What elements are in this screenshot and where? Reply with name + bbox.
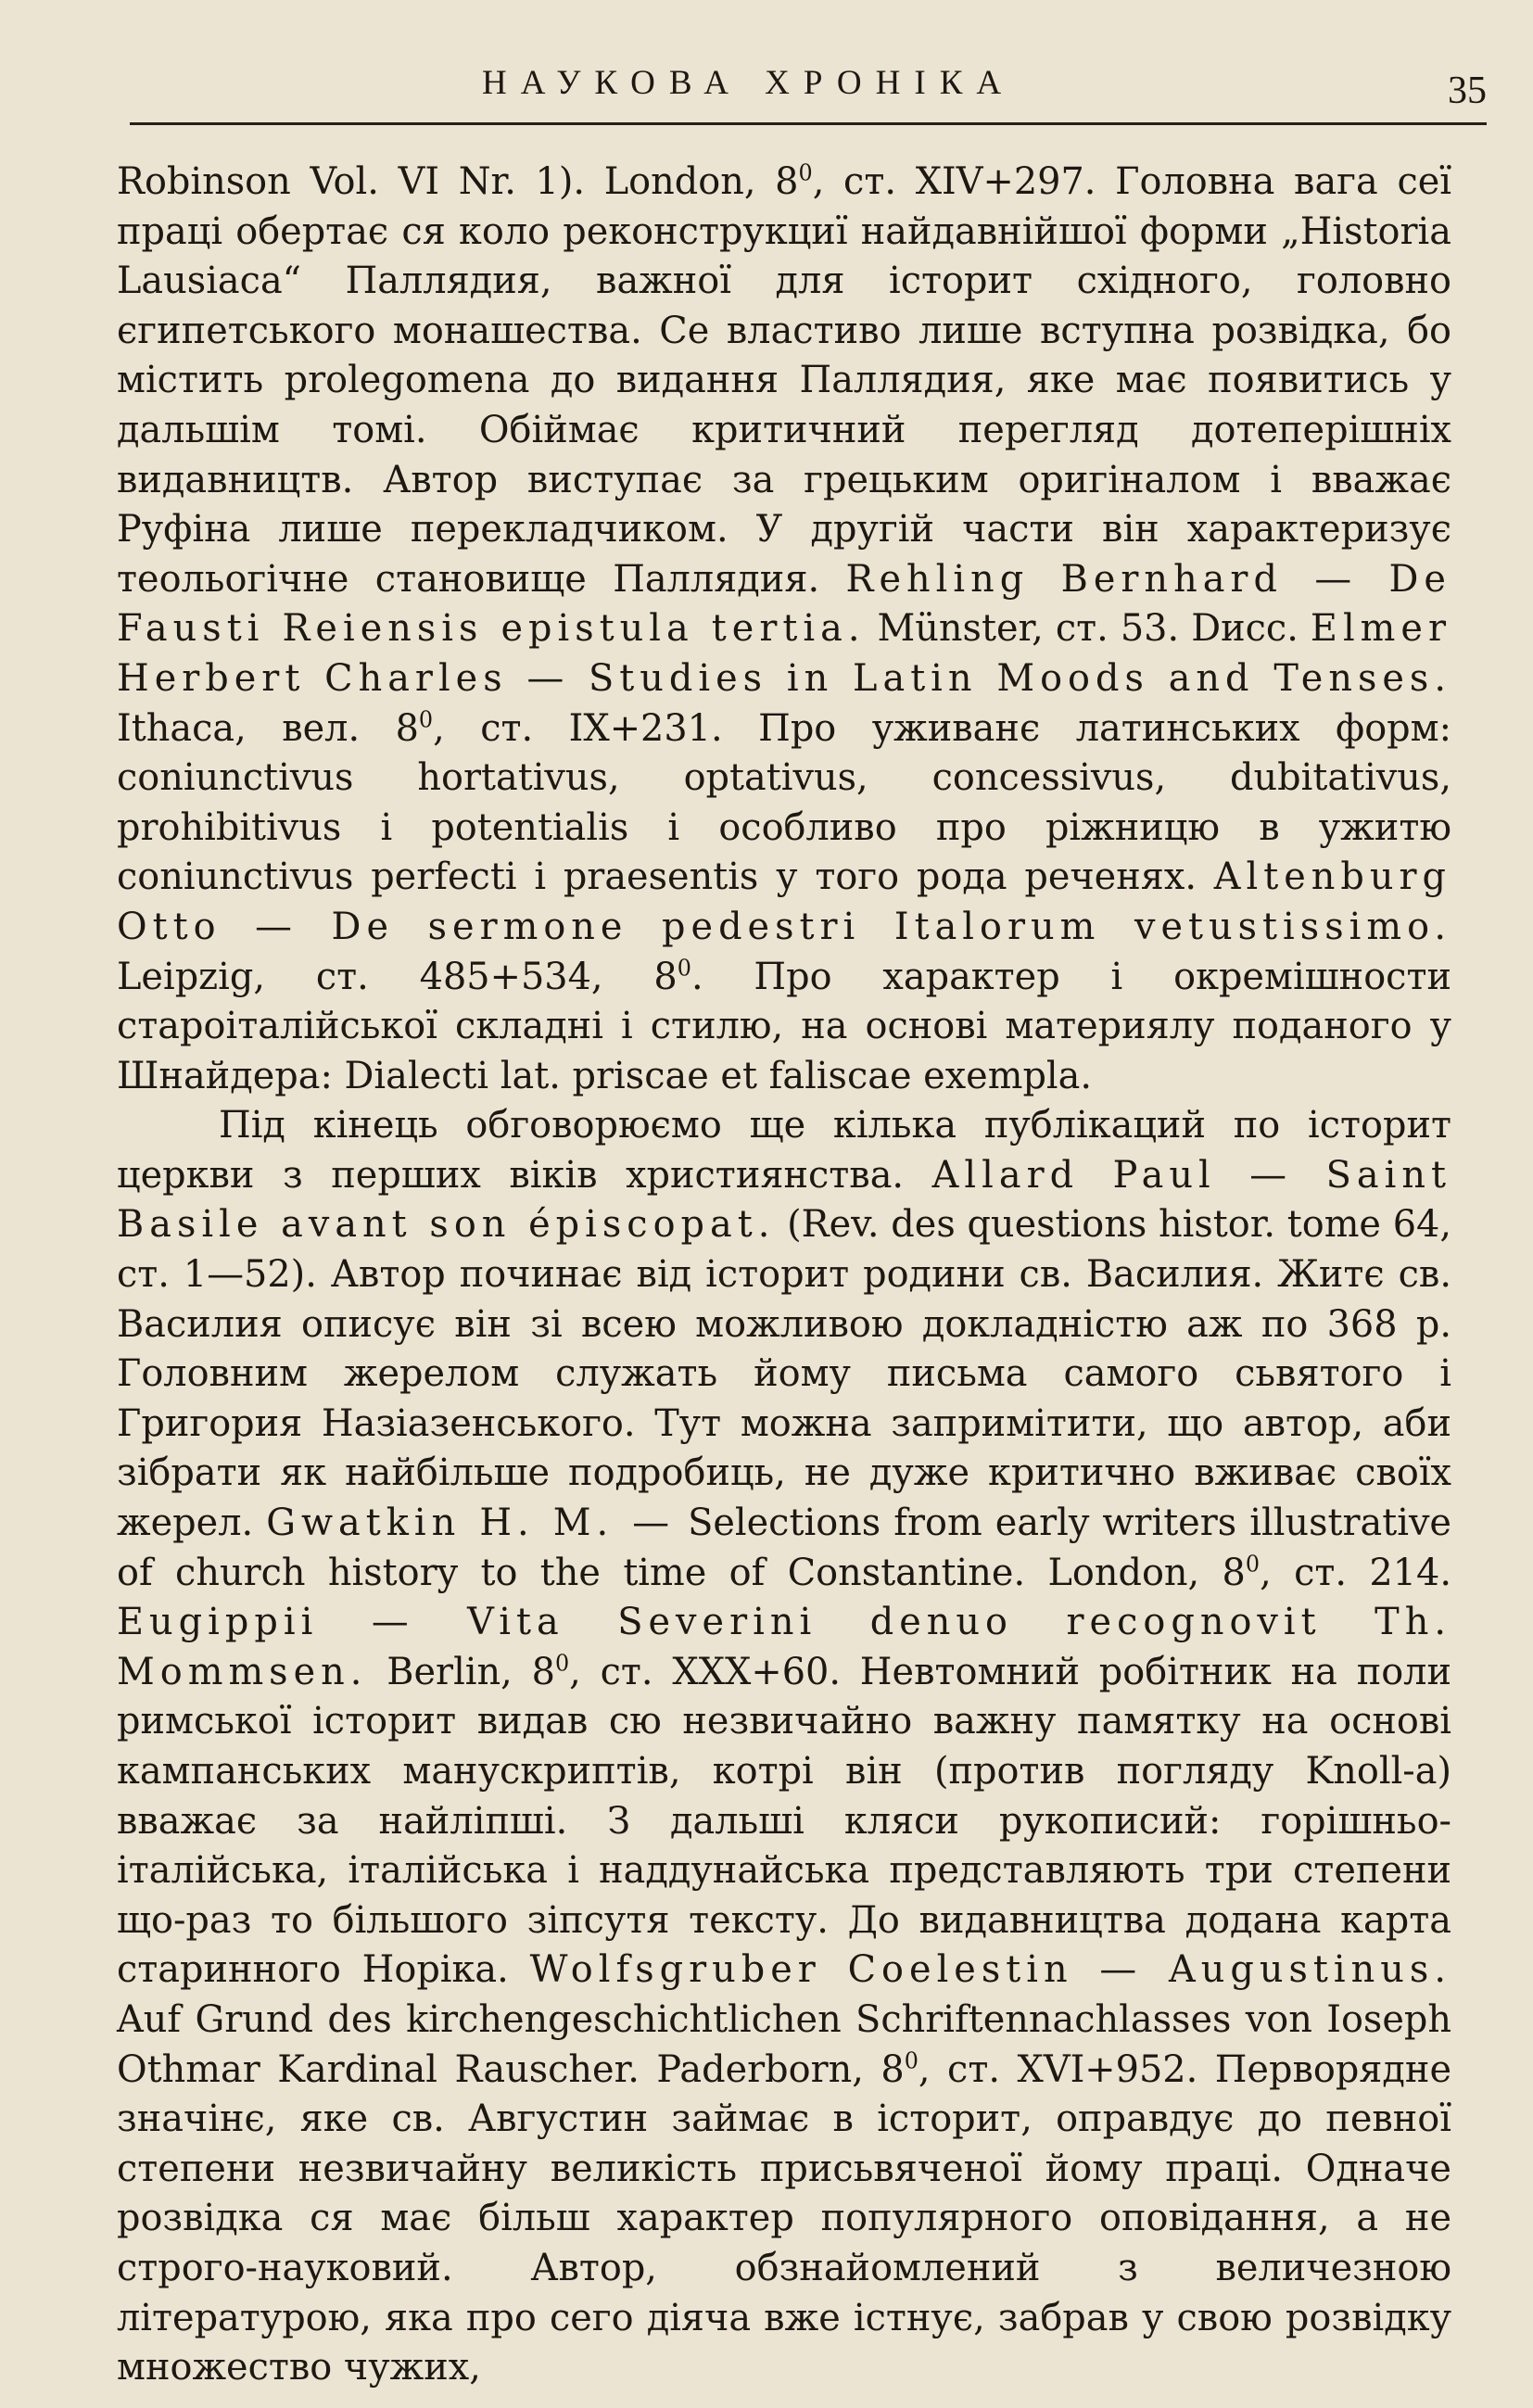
running-title: НАУКОВА ХРОНІКА (482, 64, 1016, 102)
text-run: Robinson Vol. VI Nr. 1). London, 8 (117, 160, 799, 203)
paragraph (117, 158, 1451, 1101)
superscript-degree: 0 (677, 955, 691, 982)
text-run: , ст. XIV+297. Головна вага сеї праці обертає ся коло реконструкциї найдавнійшої форми „Historia Lausiaca“ Паллядия, важної для історит східного, головно єгипетського монашества. Се властиво лише вступна розвідка, бо містить prolegomena до видання Паллядия, яке має появитись у дальшім томі. Обіймає критичний перегляд дотеперішніх видавництв. Автор виступає за грецьким оригіналом і вважає Руфіна лише перекладчиком. У другій части він характеризує теольогічне становище Паллядия. (117, 160, 1452, 601)
text-run: Під кінець обговорюємо ще кілька публікаций по історит церкви з перших віків християнства. (117, 1104, 1451, 1197)
text-run: , ст. XVI+952. Перворядне значінє, яке св. Августин займає в історит, оправдує до певної степени незвичайну великість присьвяченої йому праці. Одначе розвідка ся має більш характер популярного оповідання, а не строго-науковий. Автор, обзнайомлений з величезною літературою, яка про сего діяча вже істнує, забрав у свою розвідку множество чужих, (117, 2047, 1451, 2389)
text-run: Berlin, 8 (367, 1650, 555, 1693)
superscript-degree: 0 (554, 1650, 570, 1677)
spaced-citation: Allard Paul — Saint Basile avant son épiscopat. (117, 1153, 1451, 1247)
spaced-citation: Wolfsgruber Coelestin — Augustinus. (529, 1948, 1451, 1992)
text-run: Ithaca, вел. 8 (117, 706, 419, 750)
body-text (117, 158, 1451, 2393)
spaced-citation: Eugippii — Vita Severini denuo recognovit Th. Mommsen. (117, 1601, 1451, 1693)
superscript-degree: 0 (418, 706, 434, 733)
text-run: Selections from early writers illustrative of church history to the time of Constantine. London, 8 (117, 1502, 1451, 1594)
text-run: , ст. 214. (1260, 1551, 1451, 1594)
text-run: Leipzig, ст. 485+534, 8 (117, 955, 678, 998)
superscript-degree: 0 (1245, 1551, 1261, 1578)
spaced-citation: Gwatkin H. M. — (266, 1502, 676, 1545)
text-run: , ст. XXX+60. Невтомний робітник на поли римської історит видав сю незвичайно важну памятку на основі кампанських манускриптів, котрі він (против погляду Knoll-а) вважає за найліпші. З дальші кляси рукописий: горішньо-італійська, італійська і наддунайська представляють три степени що-раз то більшого зіпсутя тексту. До видавництва додана карта старинного Норіка. (117, 1650, 1451, 1992)
running-header (120, 48, 1487, 122)
text-run: , ст. IX+231. Про уживанє латинських форм: coniunctivus hortativus, optativus, concessivus, dubitativus, prohibitivus і potentialis і особливо про ріжницю в ужитю coniunctivus perfecti і praesentis у того рода реченях. (117, 706, 1451, 899)
superscript-degree: 0 (904, 2047, 919, 2074)
spaced-citation: Elmer Herbert Charles — Studies in Latin Moods and Tenses. (117, 607, 1451, 700)
paragraph (117, 1101, 1451, 2392)
text-run: (Rev. des questions histor. tome 64, ст. 1—52). Автор починає від історит родини св. Василия. Житє св. Василия описує він зі всею можливою докладністю аж по 368 р. Головним жерелом служать йому письма самого сьвятого і Григория Назіазенського. Тут можна запримітити, що автор, аби зібрати як найбільше подробиць, не дуже критично вживає своїх жерел. (117, 1203, 1451, 1545)
header-rule (130, 122, 1487, 125)
spaced-citation: Altenburg Otto — De sermone pedestri Italorum vetustissimo. (117, 855, 1451, 948)
spaced-citation: Rehling Bernhard — De Fausti Reiensis epistula tertia. (117, 557, 1451, 651)
text-run: Auf Grund des kirchengeschichtlichen Schriftennachlasses von Ioseph Othmar Kardinal Rauscher. Paderborn, 8 (117, 1997, 1451, 2091)
text-run: . Про характер і окремішности староіталійської складні і стилю, на основі материялу поданого у Шнайдера: Dialecti lat. priscae et faliscae exempla. (117, 955, 1451, 1097)
page-number: 35 (1448, 70, 1487, 112)
text-run: Münster, ст. 53. Dисс. (865, 607, 1311, 651)
superscript-degree: 0 (798, 159, 813, 186)
